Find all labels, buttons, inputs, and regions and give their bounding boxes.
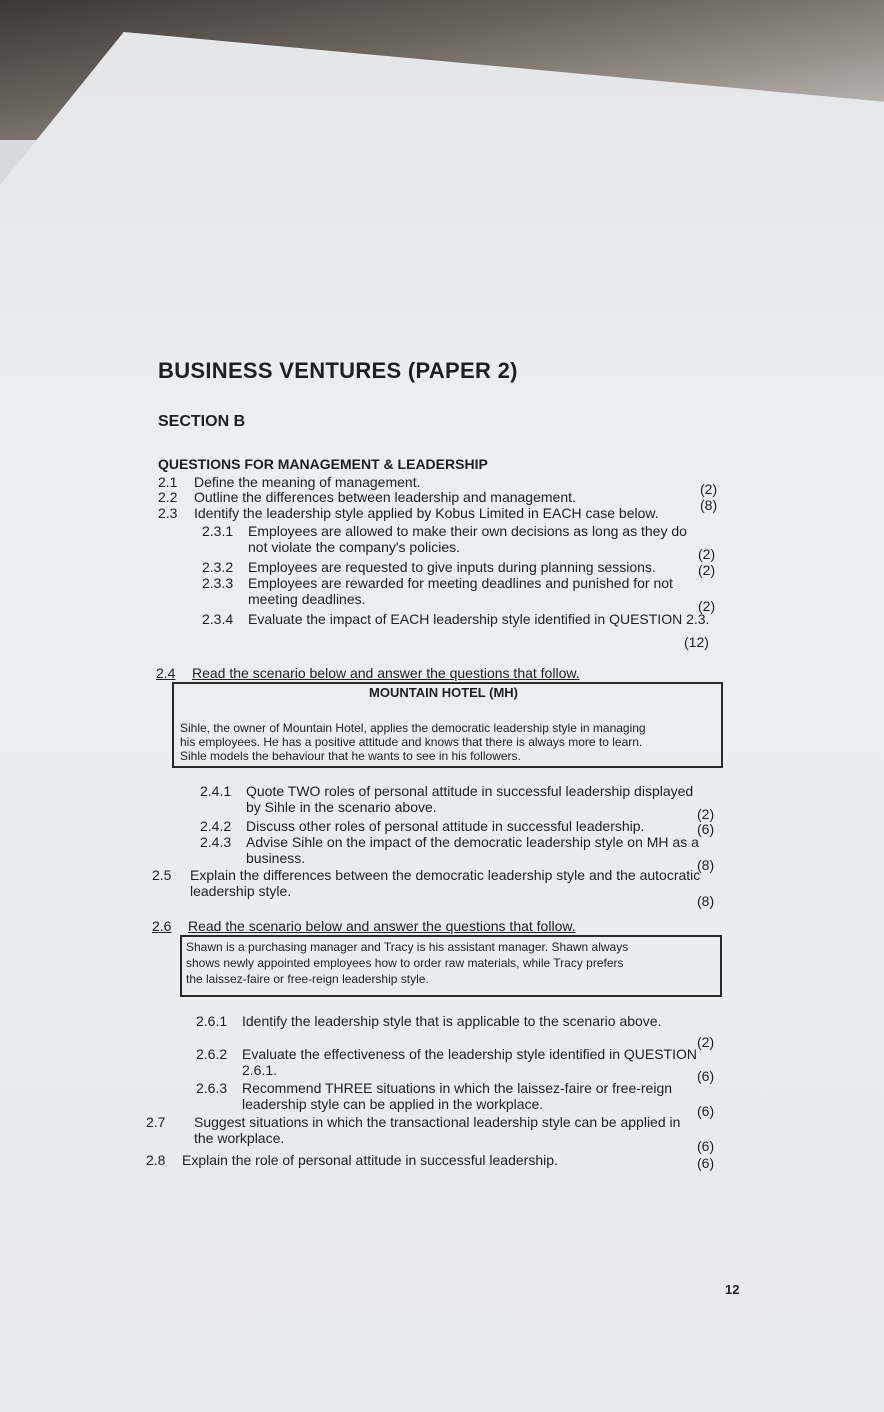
q2-3-3-line1: Employees are rewarded for meeting deadlines and punished for not bbox=[248, 575, 673, 591]
q2-2-mark: (8) bbox=[700, 497, 718, 513]
q2-4-1-mark: (2) bbox=[697, 806, 715, 822]
q2-4-1-line1: Quote TWO roles of personal attitude in successful leadership displayed bbox=[246, 783, 694, 799]
scenario-heading: MOUNTAIN HOTEL (MH) bbox=[369, 685, 518, 700]
q2-4-2-number: 2.4.2 bbox=[200, 818, 232, 834]
scenario2-line2: shows newly appointed employees how to order raw materials, while Tracy prefers bbox=[186, 956, 624, 970]
q2-6-2-number: 2.6.2 bbox=[196, 1046, 228, 1062]
q2-6-2-line1: Evaluate the effectiveness of the leadership style identified in QUESTION bbox=[242, 1046, 697, 1062]
q2-3-3-line2: meeting deadlines. bbox=[248, 591, 366, 607]
q2-5-number: 2.5 bbox=[152, 867, 172, 883]
q2-6-2-mark: (6) bbox=[697, 1068, 715, 1084]
scenario1-line2: his employees. He has a positive attitude and knows that there is always more to learn. bbox=[180, 735, 643, 749]
scenario2-line1: Shawn is a purchasing manager and Tracy is his assistant manager. Shawn always bbox=[186, 940, 629, 954]
q2-4-number: 2.4 bbox=[156, 665, 176, 681]
document-title: BUSINESS VENTURES (PAPER 2) bbox=[158, 358, 518, 383]
scenario1-line1: Sihle, the owner of Mountain Hotel, applies the democratic leadership style in managing bbox=[180, 721, 646, 735]
scenario2-line3: the laissez-faire or free-reign leadership style. bbox=[186, 972, 429, 986]
q2-3-1-mark: (2) bbox=[698, 546, 716, 562]
q2-5-mark: (8) bbox=[697, 893, 715, 909]
q2-3-2-number: 2.3.2 bbox=[202, 559, 234, 575]
q2-3-3-number: 2.3.3 bbox=[202, 575, 234, 591]
q2-3-4-mark: (12) bbox=[684, 634, 709, 650]
q2-4-3-line1: Advise Sihle on the impact of the democratic leadership style on MH as a bbox=[246, 834, 699, 850]
q2-5-line1: Explain the differences between the democratic leadership style and the autocratic bbox=[190, 867, 701, 883]
q2-4-3-number: 2.4.3 bbox=[200, 834, 232, 850]
q2-3-1-line1: Employees are allowed to make their own decisions as long as they do bbox=[248, 523, 687, 539]
q2-4-3-line2: business. bbox=[246, 850, 306, 866]
q2-6-3-number: 2.6.3 bbox=[196, 1080, 228, 1096]
q2-3-2-text: Employees are requested to give inputs during planning sessions. bbox=[248, 559, 656, 575]
q2-7-number: 2.7 bbox=[146, 1114, 166, 1130]
q2-2-number: 2.2 bbox=[158, 489, 178, 505]
q2-4-1-number: 2.4.1 bbox=[200, 783, 232, 799]
q2-3-4-text: Evaluate the impact of EACH leadership style identified in QUESTION 2.3. bbox=[248, 611, 710, 627]
scenario1-line3: Sihle models the behaviour that he wants to see in his followers. bbox=[180, 749, 521, 763]
q2-5-line2: leadership style. bbox=[190, 883, 292, 899]
q2-1-number: 2.1 bbox=[158, 474, 178, 490]
q2-4-text: Read the scenario below and answer the questions that follow. bbox=[192, 665, 580, 681]
q2-6-number: 2.6 bbox=[152, 918, 172, 934]
q2-3-1-line2: not violate the company's policies. bbox=[248, 539, 461, 555]
q2-6-3-mark: (6) bbox=[697, 1103, 715, 1119]
q2-8-number: 2.8 bbox=[146, 1152, 166, 1168]
q2-3-text: Identify the leadership style applied by Kobus Limited in EACH case below. bbox=[194, 505, 659, 521]
q2-8-mark: (6) bbox=[697, 1155, 715, 1171]
scenario-box-mountain-hotel bbox=[172, 682, 723, 768]
q2-7-line1: Suggest situations in which the transactional leadership style can be applied in bbox=[194, 1114, 681, 1130]
q2-7-mark: (6) bbox=[697, 1138, 715, 1154]
q2-6-2-line2: 2.6.1. bbox=[242, 1062, 278, 1078]
scenario-box-purchasing bbox=[180, 935, 722, 997]
q2-3-2-mark: (2) bbox=[698, 562, 716, 578]
q2-6-3-line2: leadership style can be applied in the workplace. bbox=[242, 1096, 544, 1112]
q2-8-text: Explain the role of personal attitude in successful leadership. bbox=[182, 1152, 558, 1168]
q2-6-1-mark: (2) bbox=[697, 1034, 715, 1050]
questions-subheading: QUESTIONS FOR MANAGEMENT & LEADERSHIP bbox=[158, 456, 488, 472]
q2-1-text: Define the meaning of management. bbox=[194, 474, 421, 490]
q2-1-mark: (2) bbox=[700, 481, 718, 497]
q2-4-1-line2: by Sihle in the scenario above. bbox=[246, 799, 437, 815]
page-number: 12 bbox=[725, 1282, 740, 1297]
section-heading: SECTION B bbox=[158, 413, 246, 430]
q2-3-1-number: 2.3.1 bbox=[202, 523, 234, 539]
q2-4-2-mark: (6) bbox=[697, 821, 715, 837]
q2-6-1-number: 2.6.1 bbox=[196, 1013, 228, 1029]
q2-2-text: Outline the differences between leadership and management. bbox=[194, 489, 576, 505]
q2-3-number: 2.3 bbox=[158, 505, 178, 521]
q2-4-2-text: Discuss other roles of personal attitude in successful leadership. bbox=[246, 818, 645, 834]
q2-4-3-mark: (8) bbox=[697, 857, 715, 873]
q2-3-3-mark: (2) bbox=[698, 598, 716, 614]
q2-3-4-number: 2.3.4 bbox=[202, 611, 234, 627]
q2-6-1-text: Identify the leadership style that is applicable to the scenario above. bbox=[242, 1013, 662, 1029]
q2-7-line2: the workplace. bbox=[194, 1130, 285, 1146]
q2-6-3-line1: Recommend THREE situations in which the laissez-faire or free-reign bbox=[242, 1080, 673, 1096]
q2-6-text: Read the scenario below and answer the questions that follow. bbox=[188, 918, 576, 934]
